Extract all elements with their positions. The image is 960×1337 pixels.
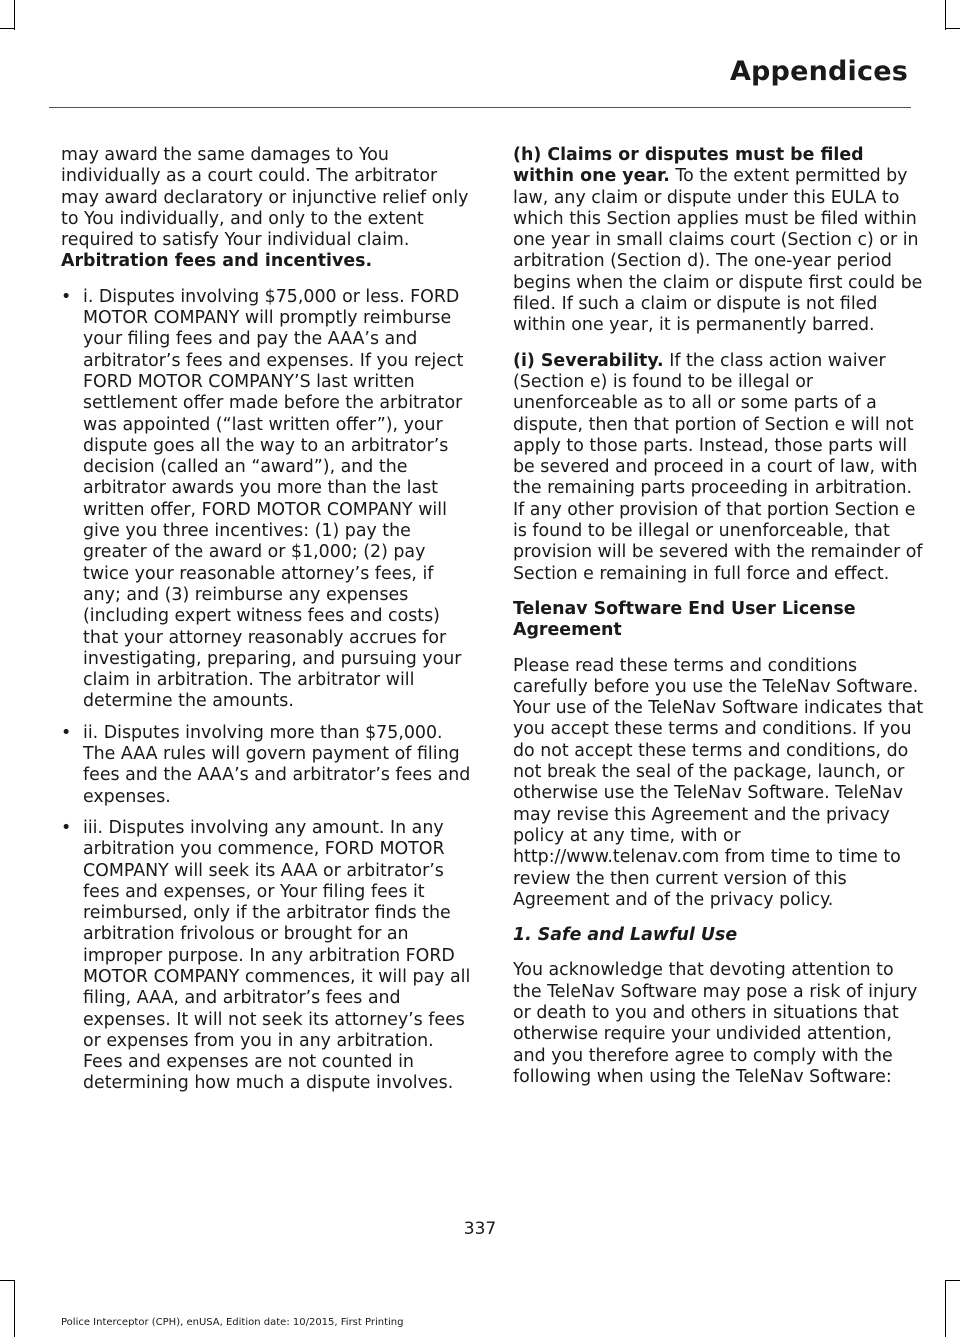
- intro-paragraph: [61, 145, 475, 273]
- list-item: [61, 818, 475, 1095]
- crop-mark: [0, 1280, 14, 1281]
- claims-paragraph: [513, 145, 927, 337]
- left-column: [61, 145, 475, 1105]
- header-divider: [49, 107, 911, 108]
- list-item-text: i. Disputes involving $75,000 or less. FORD MOTOR COMPANY will promptly reimburse your filing fees and pay the AAA’s and arbitrator’s fees and expenses. If you reject FORD MOTOR COMPANY’S last written settlement offer made before the arbitrator was appointed (“last written offer”), your dispute goes all the way to an arbitrator’s decision (called an “award”), and the arbitrator awards you more than the last written offer, FORD MOTOR COMPANY will give you three incentives: (1) pay the greater of the award or $1,000; (2) pay twice your reasonable attorney’s fees, if any; and (3) reimburse any expenses (including expert witness fees and costs) that your attorney reasonably accrues for investigating, preparing, and pursuing your claim in arbitration. The arbitrator will determine the amounts.: [83, 286, 464, 712]
- crop-mark: [946, 1280, 960, 1281]
- telenav-heading: Telenav Software End User License Agreement: [513, 598, 856, 641]
- fee-bullet-list: [61, 287, 475, 1095]
- safe-use-paragraph: You acknowledge that devoting attention to the TeleNav Software may pose a risk of injury or death to you and others in situations that otherwise require your undivided attention, and you therefore agree to comply with the following when using the TeleNav Software:: [513, 960, 918, 1087]
- crop-mark: [945, 0, 946, 30]
- bullet-marker: •: [61, 722, 72, 743]
- safe-use-heading: 1. Safe and Lawful Use: [513, 925, 738, 946]
- page-number: 337: [463, 1219, 497, 1239]
- bullet-marker: •: [61, 817, 72, 838]
- arbitration-fees-heading: Arbitration fees and incentives.: [61, 251, 373, 272]
- claims-text: To the extent permitted by law, any claim or dispute under this EULA to which this Section applies must be filed within one year in small claims court (Section c) or in arbitration (Section d). The one-year period begins when the claim or dispute first could be filed. If such a claim or dispute is not filed within one year, it is permanently barred.: [513, 166, 923, 336]
- severability-paragraph: [513, 351, 927, 585]
- bullet-marker: •: [61, 286, 72, 307]
- footer-edition-info: Police Interceptor (CPH), enUSA, Edition date: 10/2015, First Printing: [61, 1317, 404, 1328]
- page-title: Appendices: [729, 56, 908, 87]
- intro-text: may award the same damages to You individually as a court could. The arbitrator may award declaratory or injunctive relief only to You individually, and only to the extent required to satisfy Your individual claim.: [61, 145, 469, 251]
- claims-heading: (h) Claims or disputes must be filed within one year.: [513, 145, 864, 187]
- crop-mark: [14, 1280, 15, 1337]
- list-item: [61, 723, 475, 808]
- telenav-paragraph: Please read these terms and conditions carefully before you use the TeleNav Software. Your use of the TeleNav Software indicates that you accept these terms and conditions. If you do not accept these terms and conditions, do not break the seal of the package, launch, or otherwise use the TeleNav Software. TeleNav may revise this Agreement and the privacy policy at any time, with or http://www.telenav.com from time to time to review the then current version of this Agreement and of the privacy policy.: [513, 655, 924, 910]
- crop-mark: [946, 28, 960, 29]
- crop-mark: [14, 0, 15, 30]
- severability-heading: (i) Severability.: [513, 350, 664, 371]
- list-item-text: ii. Disputes involving more than $75,000. The AAA rules will govern payment of filing fees and the AAA’s and arbitrator’s fees and expenses.: [83, 722, 471, 807]
- crop-mark: [945, 1280, 946, 1337]
- crop-mark: [0, 28, 14, 29]
- severability-text: If the class action waiver (Section e) is found to be illegal or unenforceable as to all or some parts of a dispute, then that portion of Section e will not apply to those parts. Instead, those parts will be severed and proceed in a court of law, with the remaining parts proceeding in arbitration. If any other provision of that portion Section e is found to be illegal or unenforceable, that provision will be severed with the remainder of Section e remaining in full force and effect.: [513, 350, 923, 584]
- list-item: [61, 287, 475, 713]
- list-item-text: iii. Disputes involving any amount. In any arbitration you commence, FORD MOTOR COMPANY will seek its AAA or arbitrator’s fees and expenses, or Your filing fees it reimbursed, only if the arbitrator finds the arbitration frivolous or brought for an improper purpose. In any arbitration FORD MOTOR COMPANY commences, it will pay all filing, AAA, and arbitrator’s fees and expenses. It will not seek its attorney’s fees or expenses from you in any arbitration. Fees and expenses are not counted in determining how much a dispute involves.: [83, 817, 471, 1094]
- right-column: [513, 145, 927, 1102]
